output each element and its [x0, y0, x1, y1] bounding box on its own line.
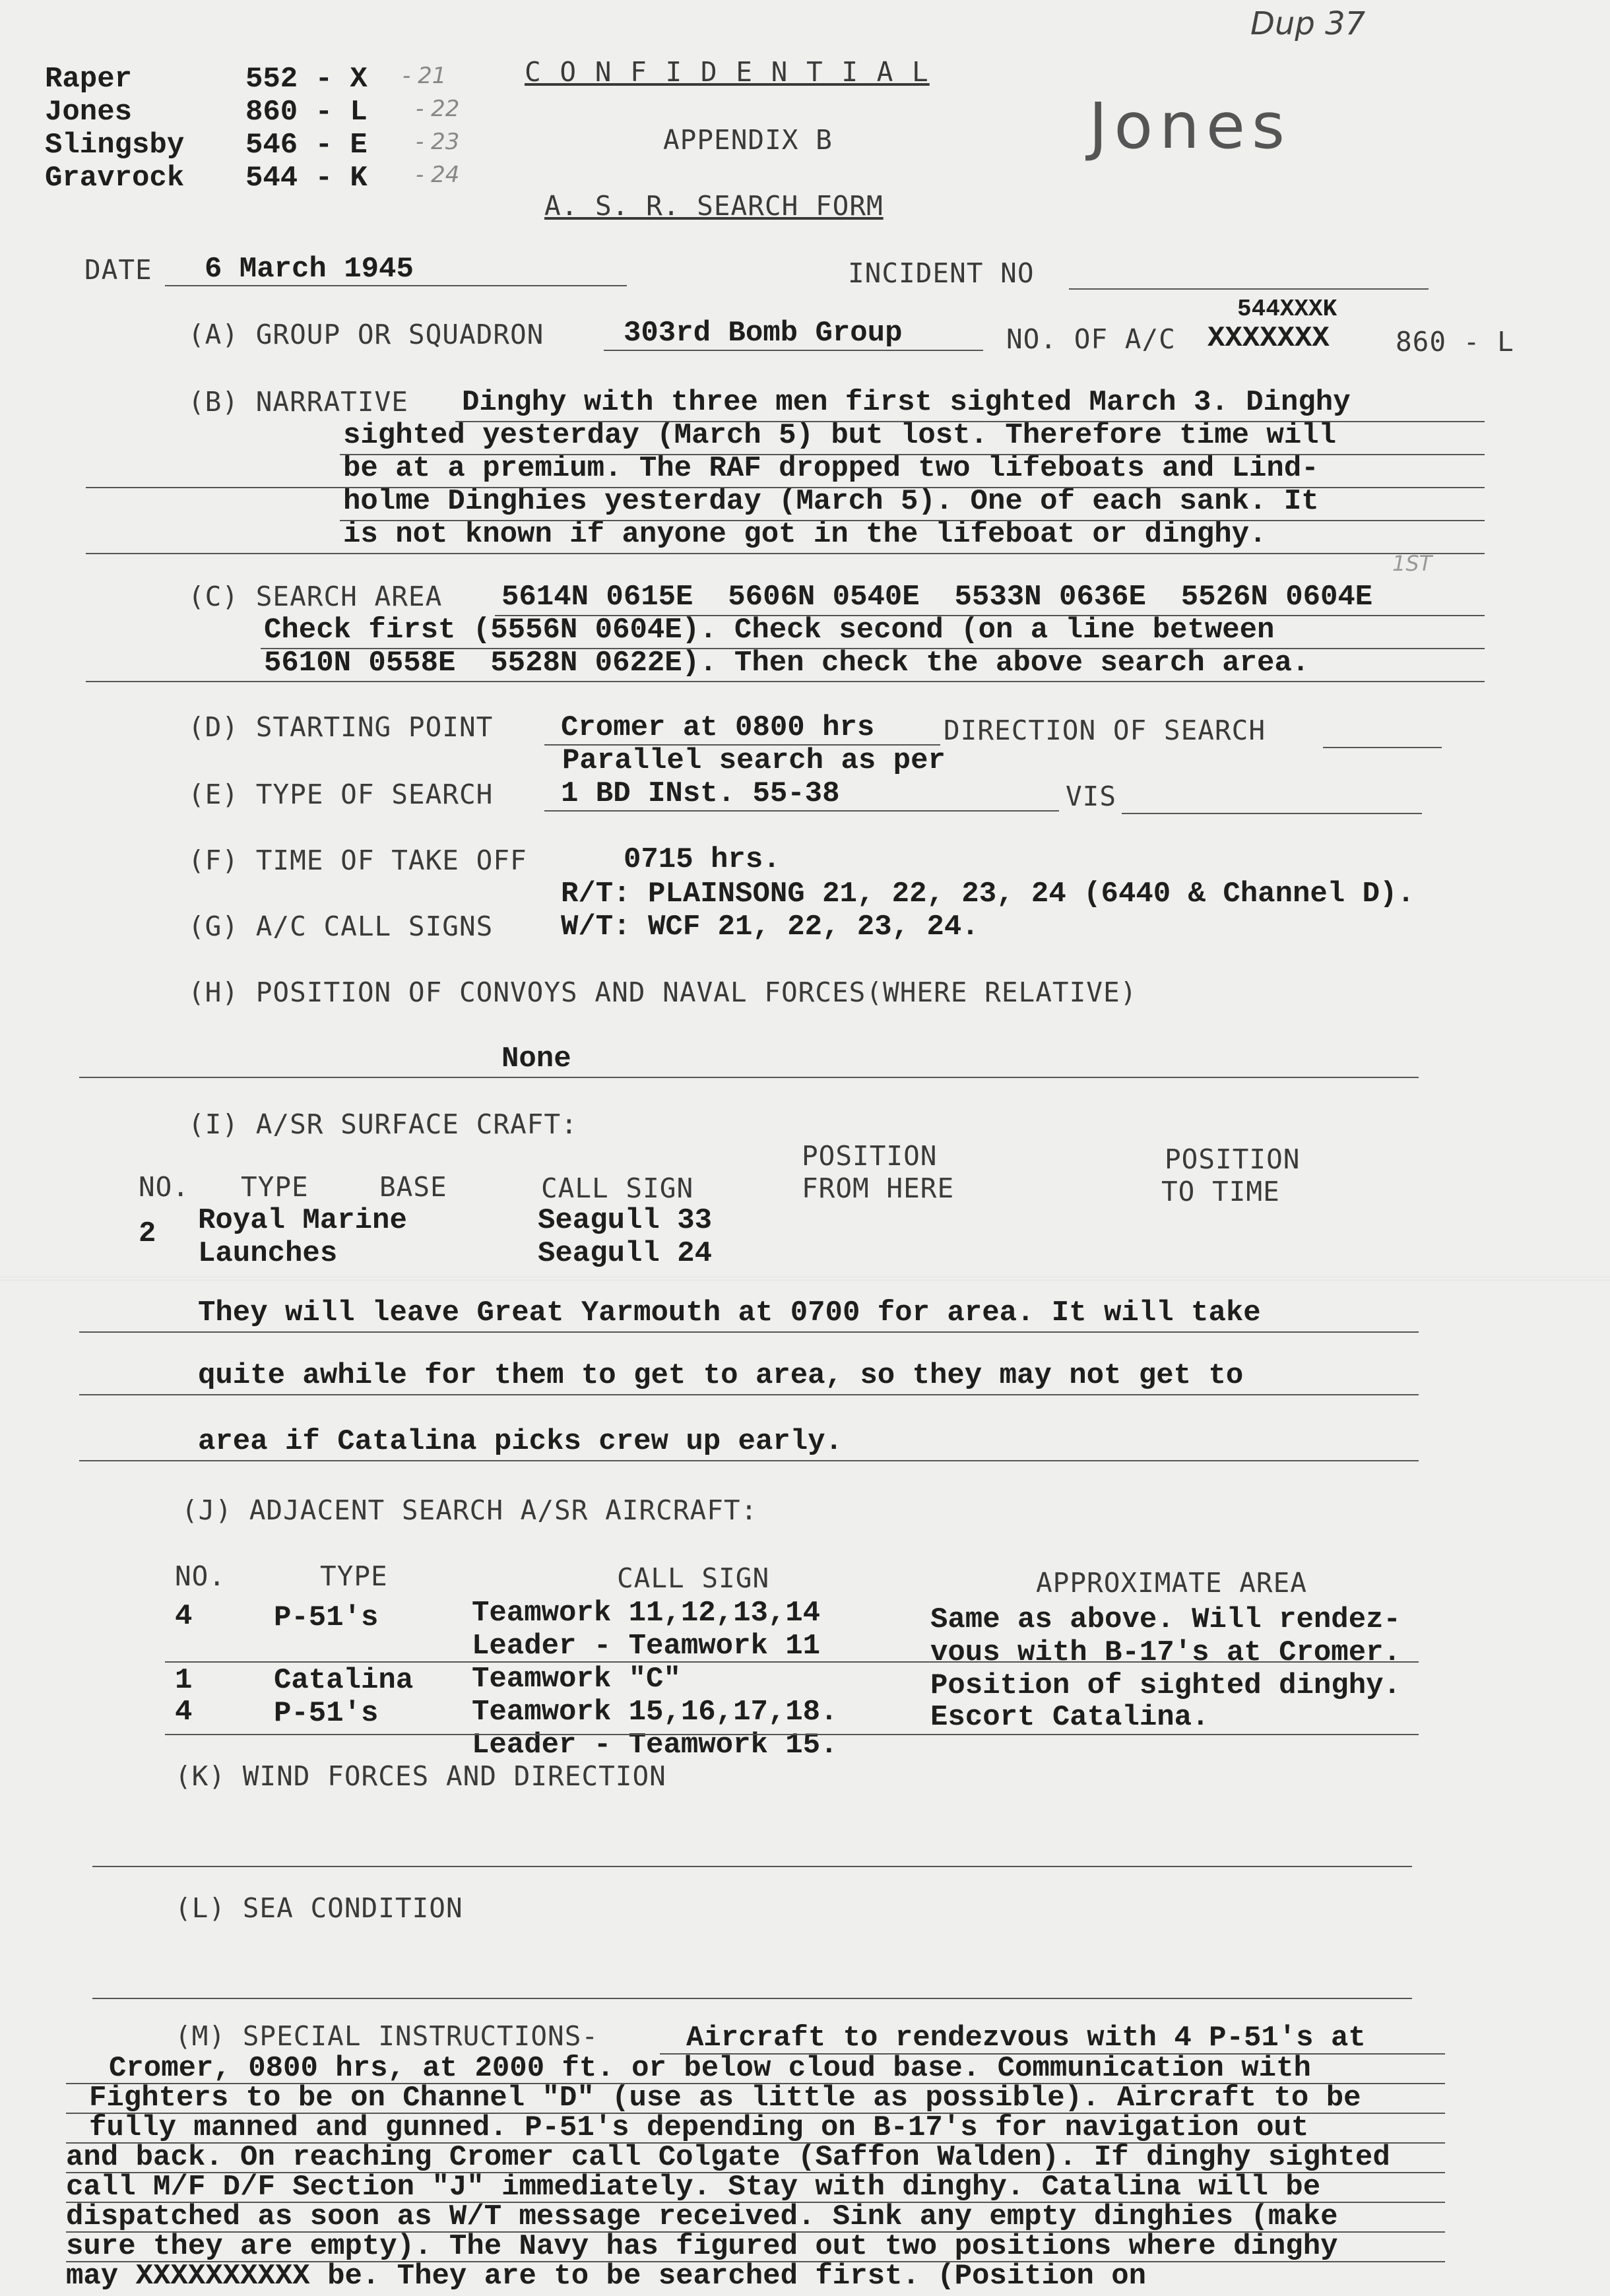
- ac-value: 860 - L: [1396, 326, 1514, 358]
- special-underline: [660, 2053, 1445, 2055]
- aircraft-call: Teamwork "C": [472, 1663, 681, 1696]
- header-no: NO.: [139, 1171, 190, 1203]
- handwritten-name: Jones: [1089, 89, 1291, 163]
- wind-underline: [92, 1866, 1412, 1867]
- call-signs-label: (G) A/C CALL SIGNS: [188, 910, 494, 942]
- date-underline: [165, 285, 627, 286]
- craft-note: quite awhile for them to get to area, so they may not get to: [198, 1359, 1244, 1392]
- sea-underline: [92, 1998, 1412, 1999]
- vis-underline: [1122, 813, 1422, 814]
- header-from-here: FROM HERE: [802, 1172, 955, 1204]
- search-type-above: Parallel search as per: [562, 744, 946, 777]
- search-area-underline: [86, 681, 1485, 682]
- header-base: BASE: [379, 1171, 447, 1203]
- crew-name: Raper: [45, 63, 133, 96]
- narrative-line: sighted yesterday (March 5) but lost. Therefore time will: [343, 419, 1337, 452]
- craft-note: They will leave Great Yarmouth at 0700 for area. It will take: [198, 1296, 1261, 1329]
- narrative-underline: [340, 520, 1485, 521]
- aircraft-no: 4: [175, 1600, 193, 1633]
- narrative-underline: [86, 553, 1485, 554]
- special-underline: [66, 2083, 1445, 2084]
- aircraft-header-call-sign: CALL SIGN: [617, 1562, 770, 1594]
- search-area-line: 5610N 0558E 5528N 0622E). Then check the above search area.: [264, 647, 1310, 680]
- direction-underline: [1323, 747, 1442, 748]
- craft-note-underline: [79, 1460, 1419, 1461]
- craft-type: Launches: [198, 1237, 338, 1270]
- search-area-line: Check first (5556N 0604E). Check second (on a line between: [264, 614, 1275, 647]
- narrative-line: holme Dinghies yesterday (March 5). One of each sank. It: [343, 485, 1319, 518]
- search-type-label: (E) TYPE OF SEARCH: [188, 779, 494, 810]
- aircraft-area: Escort Catalina.: [930, 1701, 1209, 1734]
- aircraft-type: P-51's: [274, 1601, 379, 1634]
- wind-label: (K) WIND FORCES AND DIRECTION: [175, 1760, 666, 1792]
- incident-underline: [1069, 288, 1429, 290]
- special-underline: [66, 2113, 1445, 2114]
- header-to-time: TO TIME: [1161, 1176, 1280, 1207]
- crew-note: - 23: [416, 129, 460, 155]
- classification: C O N F I D E N T I A L: [525, 56, 930, 88]
- crew-aircraft: 544 - K: [245, 162, 368, 195]
- special-first-line: Aircraft to rendezvous with 4 P-51's at: [686, 2022, 1366, 2055]
- date-value: 6 March 1945: [205, 253, 414, 286]
- sea-label: (L) SEA CONDITION: [175, 1892, 463, 1924]
- starting-point-value: Cromer at 0800 hrs: [561, 711, 875, 744]
- craft-note-underline: [79, 1331, 1419, 1333]
- special-underline: [66, 2261, 1445, 2262]
- narrative-line: is not known if anyone got in the lifeboat or dinghy.: [343, 518, 1267, 551]
- convoys-value: None: [501, 1042, 571, 1075]
- special-underline: [66, 2172, 1445, 2173]
- aircraft-area: vous with B-17's at Cromer.: [930, 1636, 1401, 1669]
- aircraft-row-underline: [165, 1661, 1419, 1663]
- crew-name: Gravrock: [45, 162, 185, 195]
- search-area-underline: [495, 615, 1485, 616]
- ac-above: 544XXXK: [1237, 296, 1337, 323]
- special-line: dispatched as soon as W/T message received. Sink any empty dinghies (make: [66, 2200, 1338, 2233]
- craft-call-sign: Seagull 33: [538, 1204, 713, 1237]
- special-line: sure they are empty). The Navy has figured out two positions where dinghy: [66, 2230, 1338, 2263]
- call-sign-wt: W/T: WCF 21, 22, 23, 24.: [561, 910, 979, 943]
- narrative-label: (B) NARRATIVE: [188, 386, 408, 418]
- header-position-to: POSITION: [1165, 1143, 1301, 1175]
- appendix-title: APPENDIX B: [663, 124, 833, 156]
- craft-type: Royal Marine: [198, 1204, 407, 1237]
- narrative-margin-note: 1ST: [1392, 551, 1433, 576]
- aircraft-no: 1: [175, 1664, 193, 1697]
- header-position-from: POSITION: [802, 1140, 938, 1172]
- craft-call-sign: Seagull 24: [538, 1237, 713, 1270]
- corner-note: Dup 37: [1250, 5, 1366, 42]
- takeoff-label: (F) TIME OF TAKE OFF: [188, 845, 527, 876]
- vis-label: VIS: [1066, 781, 1117, 812]
- search-area-underline: [261, 648, 1485, 649]
- crew-note: - 22: [416, 96, 460, 122]
- crew-name: Slingsby: [45, 129, 185, 162]
- date-label: DATE: [84, 254, 152, 286]
- aircraft-call: Leader - Teamwork 11: [472, 1630, 821, 1663]
- aircraft-area: Position of sighted dinghy.: [930, 1669, 1401, 1702]
- incident-label: INCIDENT NO: [848, 257, 1035, 289]
- convoys-label: (H) POSITION OF CONVOYS AND NAVAL FORCES(WHERE RELATIVE): [188, 976, 1138, 1008]
- paper-fold: [0, 1277, 1610, 1281]
- special-line: Cromer, 0800 hrs, at 2000 ft. or below cloud base. Communication with: [109, 2052, 1311, 2085]
- aircraft-header-no: NO.: [175, 1560, 226, 1592]
- craft-note: area if Catalina picks crew up early.: [198, 1425, 843, 1458]
- header-type: TYPE: [241, 1171, 309, 1203]
- group-label: (A) GROUP OR SQUADRON: [188, 319, 544, 350]
- call-sign-rt: R/T: PLAINSONG 21, 22, 23, 24 (6440 & Channel D).: [561, 877, 1415, 910]
- adjacent-aircraft-label: (J) ADJACENT SEARCH A/SR AIRCRAFT:: [181, 1494, 758, 1526]
- crew-aircraft: 552 - X: [245, 63, 368, 96]
- ac-label: NO. OF A/C: [1006, 323, 1176, 355]
- search-type-underline: [544, 810, 1059, 812]
- narrative-underline: [455, 421, 1485, 422]
- special-line: Fighters to be on Channel "D" (use as little as possible). Aircraft to be: [89, 2082, 1361, 2115]
- special-line: may XXXXXXXXXX be. They are to be searched first. (Position on: [66, 2260, 1147, 2293]
- aircraft-header-type: TYPE: [320, 1560, 388, 1592]
- aircraft-header-area: APPROXIMATE AREA: [1036, 1567, 1307, 1599]
- aircraft-call: Teamwork 11,12,13,14: [472, 1597, 821, 1630]
- aircraft-call: Leader - Teamwork 15.: [472, 1729, 838, 1762]
- crew-note: - 21: [402, 63, 447, 89]
- special-underline: [66, 2231, 1445, 2233]
- special-label: (M) SPECIAL INSTRUCTIONS-: [175, 2020, 599, 2052]
- special-line: and back. On reaching Cromer call Colgate (Saffon Walden). If dinghy sighted: [66, 2141, 1390, 2174]
- group-underline: [604, 350, 983, 351]
- narrative-underline: [340, 454, 1485, 455]
- convoys-underline: [79, 1077, 1419, 1078]
- aircraft-call: Teamwork 15,16,17,18.: [472, 1696, 838, 1729]
- special-underline: [66, 2142, 1445, 2144]
- craft-no: 2: [139, 1217, 156, 1250]
- group-value: 303rd Bomb Group: [624, 317, 903, 350]
- surface-craft-label: (I) A/SR SURFACE CRAFT:: [188, 1108, 578, 1140]
- crew-aircraft: 860 - L: [245, 96, 368, 129]
- search-area-line: 5614N 0615E 5606N 0540E 5533N 0636E 5526N 0604E: [501, 581, 1373, 614]
- search-type-value: 1 BD INst. 55-38: [561, 777, 840, 810]
- crew-note: - 24: [416, 162, 460, 188]
- form-title: A. S. R. SEARCH FORM: [544, 190, 884, 222]
- special-line: fully manned and gunned. P-51's depending on B-17's for navigation out: [89, 2111, 1309, 2144]
- starting-point-label: (D) STARTING POINT: [188, 711, 494, 743]
- aircraft-area: Same as above. Will rendez-: [930, 1603, 1401, 1636]
- aircraft-type: Catalina: [274, 1664, 414, 1697]
- narrative-underline: [86, 487, 1485, 488]
- narrative-line: Dinghy with three men first sighted March 3. Dinghy: [462, 386, 1351, 419]
- special-underline: [66, 2202, 1445, 2203]
- crew-name: Jones: [45, 96, 133, 129]
- header-call-sign: CALL SIGN: [541, 1172, 694, 1204]
- narrative-line: be at a premium. The RAF dropped two lifeboats and Lind-: [343, 452, 1319, 485]
- aircraft-no: 4: [175, 1696, 193, 1729]
- ac-struck: XXXXXXX: [1208, 322, 1330, 355]
- search-area-label: (C) SEARCH AREA: [188, 581, 443, 612]
- craft-note-underline: [79, 1394, 1419, 1395]
- takeoff-value: 0715 hrs.: [624, 843, 781, 876]
- crew-aircraft: 546 - E: [245, 129, 368, 162]
- special-line: call M/F D/F Section "J" immediately. Stay with dinghy. Catalina will be: [66, 2171, 1321, 2204]
- aircraft-row-underline: [165, 1734, 1419, 1735]
- direction-label: DIRECTION OF SEARCH: [944, 715, 1266, 746]
- aircraft-type: P-51's: [274, 1697, 379, 1730]
